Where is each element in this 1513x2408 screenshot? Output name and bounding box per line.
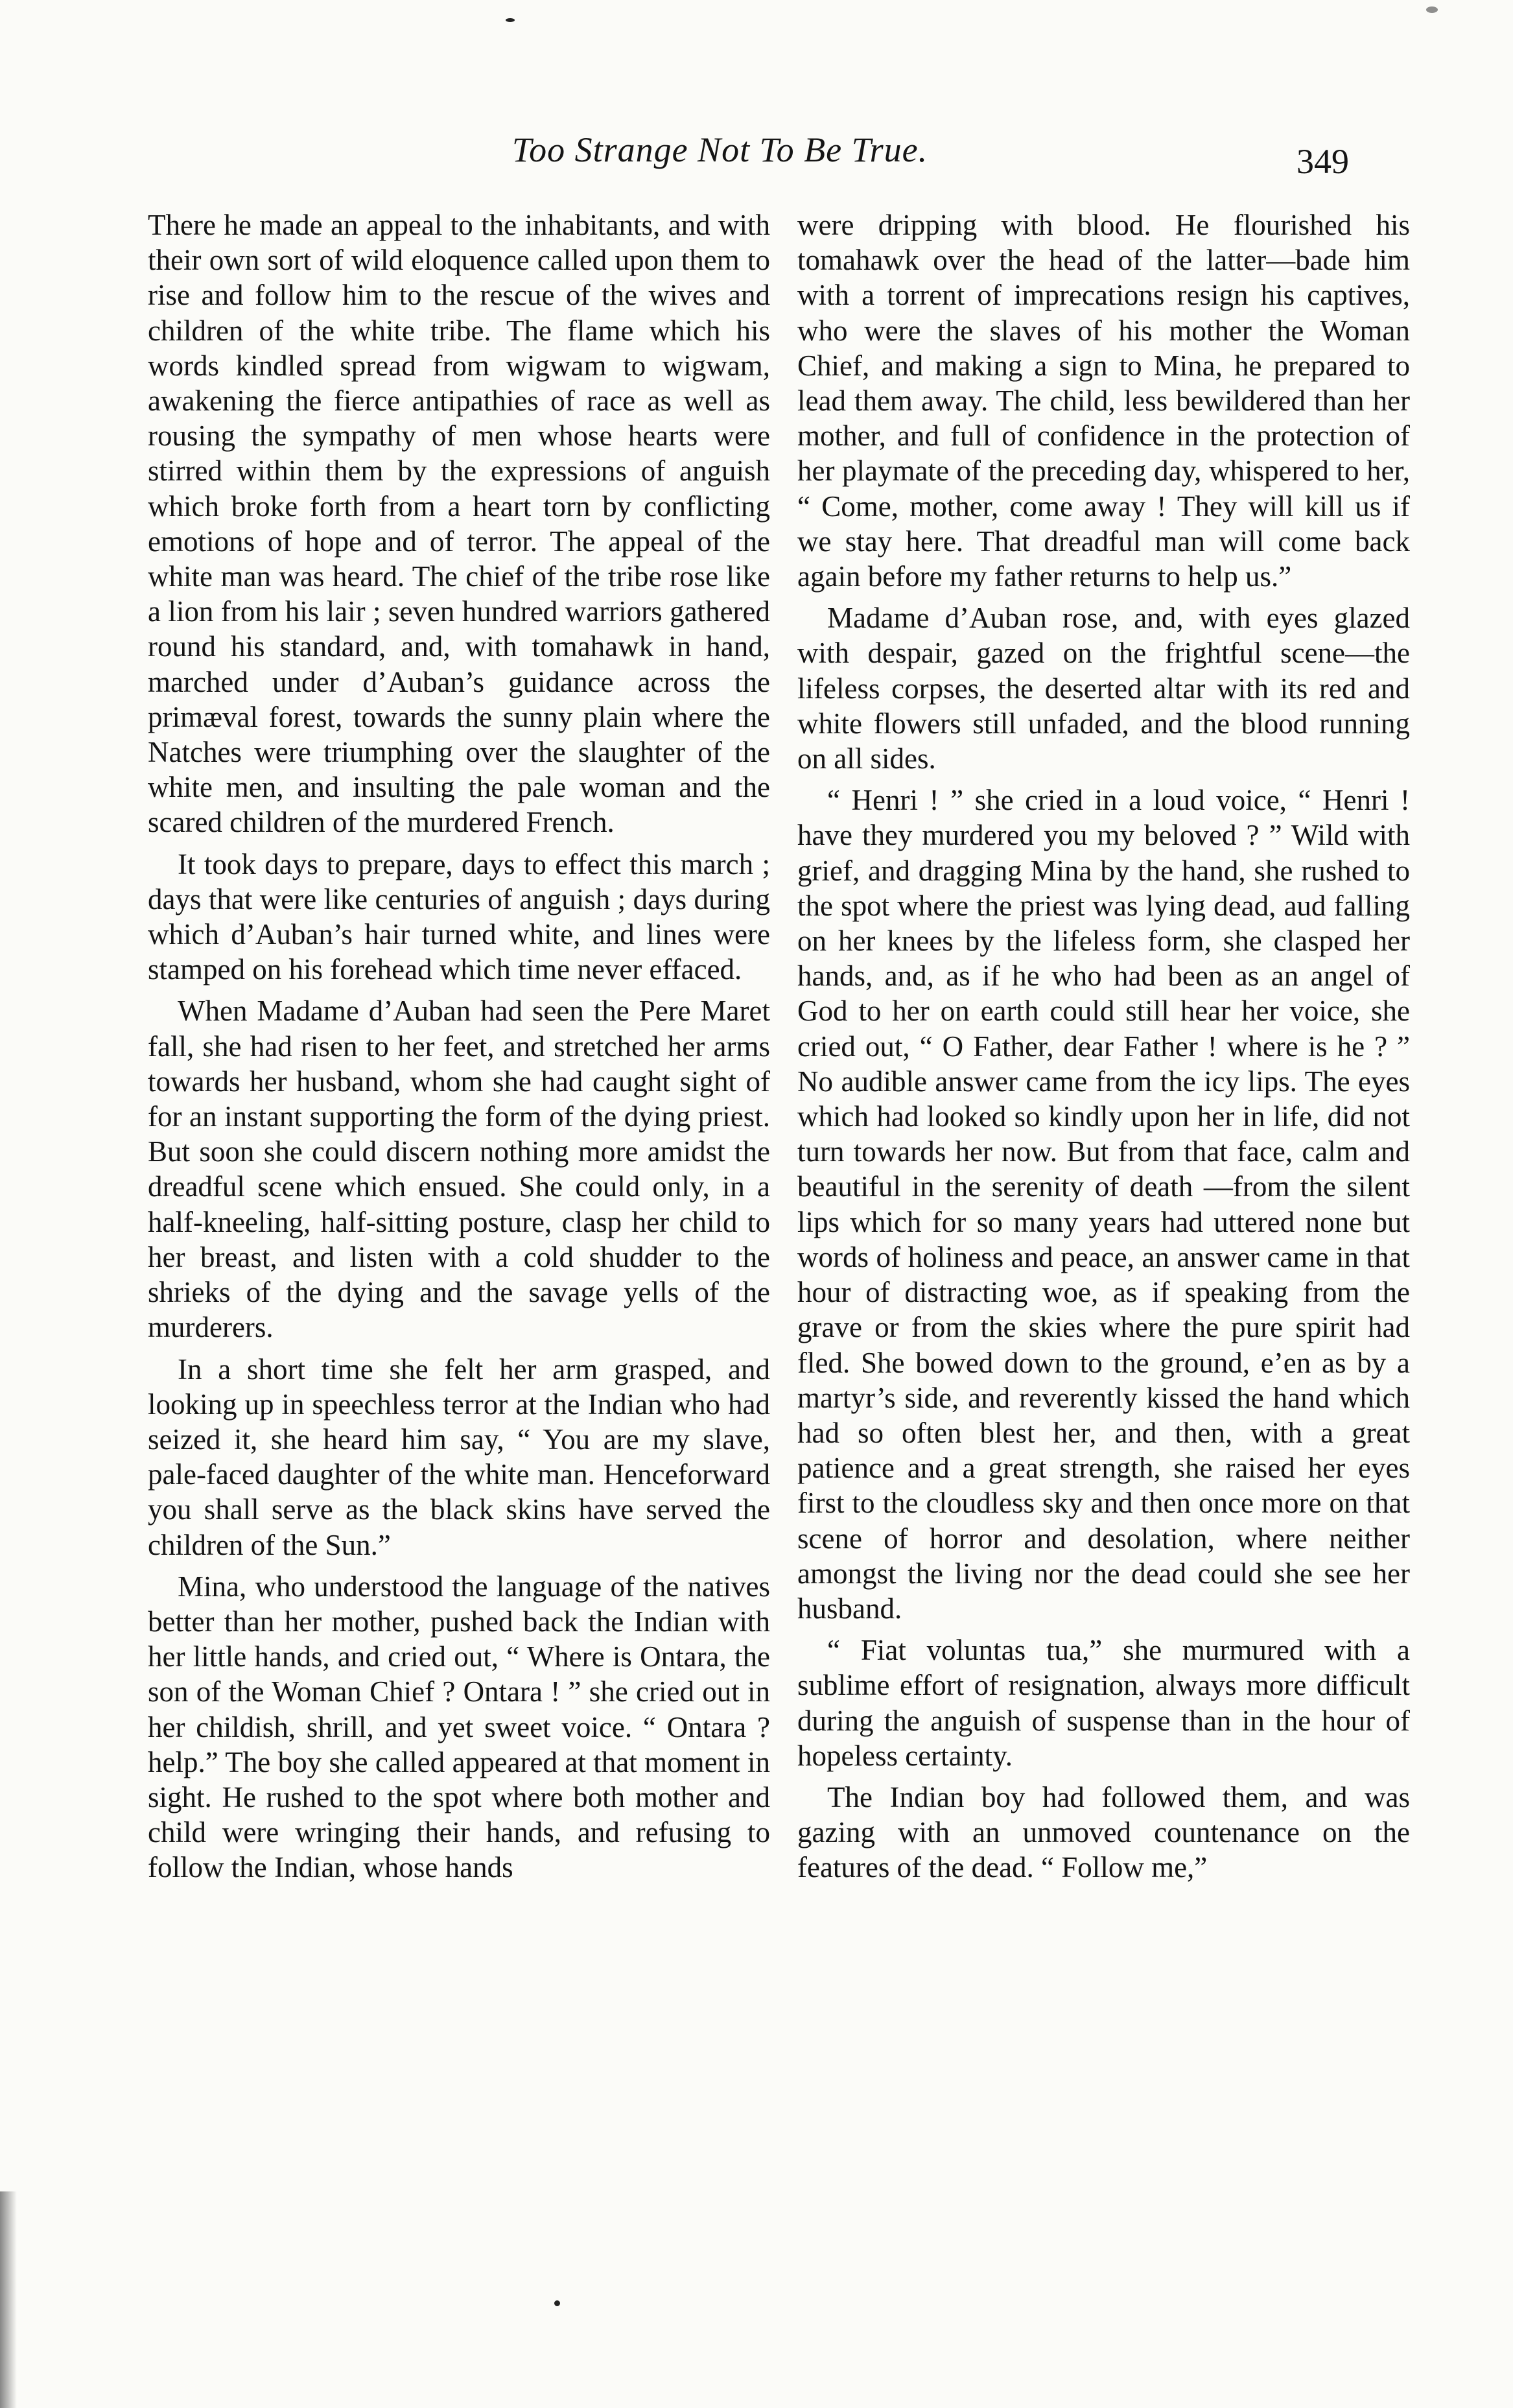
paragraph: Madame d’Auban rose, and, with eyes glazed with despair, gazed on the frightful scene—the lifeless corpses, the deserted altar with its red and white flowers still unfaded, and the blood running on all sides. [797,602,1410,775]
page-number: 349 [1296,142,1349,181]
paragraph: The Indian boy had followed them, and was gazing with an unmoved countenance on the features of the dead. “ Follow me,” [797,1780,1410,1884]
left-column [148,207,770,1885]
paragraph: When Madame d’Auban had seen the Pere Maret fall, she had risen to her feet, and stretched her arms towards her husband, whom she had caught sight of for an instant supporting the form of the dying priest. But soon she could discern nothing more amidst the dreadful scene which ensued. She could only, in a half-kneeling, half-sitting posture, clasp her child to her breast, and listen with a cold shudder to the shrieks of the dying and the savage yells of the murderers. [148,995,770,1344]
paragraph: It took days to prepare, days to effect this march ; days that were like centuries of anguish ; days during which d’Auban’s hair turned white, and lines were stamped on his forehead which time never effaced. [148,847,770,986]
print-speck [1426,6,1438,13]
paragraph: “ Henri ! ” she cried in a loud voice, “ Henri ! have they murdered you my beloved ? ” Wild with grief, and dragging Mina by the hand, she rushed to the spot where the priest was lying dead, aud falling on her knees by the lifeless form, she clasped her hands, and, as if he who had been as an angel of God to her on earth could still hear her voice, she cried out, “ O Father, dear Father ! where is he ? ” No audible answer came from the icy lips. The eyes which had looked so kindly upon her in life, did not turn towards her now. But from that face, calm and beautiful in the serenity of death —from the silent lips which for so many years had uttered none but words of holiness and peace, an answer came in that hour of distracting woe, as if speaking from the grave or from the skies where the pure spirit had fled. She bowed down to the ground, e’en as by a martyr’s side, and reverently kissed the hand which had so often blest her, and then, with a great patience and a great strength, she raised her eyes first to the cloudless sky and then once more on that scene of horror and desolation, where neither amongst the living nor the dead could she see her husband. [797,784,1410,1625]
running-title: Too Strange Not To Be True. [512,130,928,169]
paragraph: were dripping with blood. He flourished his tomahawk over the head of the latter—bade him with a torrent of imprecations resign his captives, who were the slaves of his mother the Woman Chief, and making a sign to Mina, he prepared to lead them away. The child, less bewildered than her mother, and full of confidence in the protection of her playmate of the preceding day, whispered to her, “ Come, mother, come away ! They will kill us if we stay here. That dreadful man will come back again before my father returns to help us.” [797,209,1410,593]
paragraph: “ Fiat voluntas tua,” she murmured with a sublime effort of resignation, always more difficult during the anguish of suspense than in the hour of hopeless certainty. [797,1634,1410,1772]
paragraph: In a short time she felt her arm grasped, and looking up in speechless terror at the Indian who had seized it, she heard him say, “ You are my slave, pale-faced daughter of the white man. Henceforward you shall serve as the black skins have served the children of the Sun.” [148,1352,770,1561]
page-header [0,130,1513,188]
paragraph: There he made an appeal to the inhabitants, and with their own sort of wild eloquence called upon them to rise and follow him to the rescue of the wives and children of the white tribe. The flame which his words kindled spread from wigwam to wigwam, awakening the fierce antipathies of race as well as rousing the sympathy of men whose hearts were stirred within them by the expressions of anguish which broke forth from a heart torn by conflicting emotions of hope and of terror. The appeal of the white man was heard. The chief of the tribe rose like a lion from his lair ; seven hundred warriors gathered round his standard, and, with tomahawk in hand, marched under d’Auban’s guidance across the primæval forest, towards the sunny plain where the Natches were triumphing over the slaughter of the white men, and insulting the pale woman and the scared children of the murdered French. [148,209,770,839]
right-column [797,207,1410,1885]
print-speck [506,18,515,22]
page-edge-shadow [0,2191,17,2408]
paragraph: Mina, who understood the language of the natives better than her mother, pushed back the Indian with her little hands, and cried out, “ Where is Ontara, the son of the Woman Chief ? Ontara ! ” she cried out in her childish, shrill, and yet sweet voice. “ Ontara ? help.” The boy she called appeared at that moment in sight. He rushed to the spot where both mother and child were wringing their hands, and refusing to follow the Indian, whose hands [148,1570,770,1884]
print-speck [554,2300,560,2306]
